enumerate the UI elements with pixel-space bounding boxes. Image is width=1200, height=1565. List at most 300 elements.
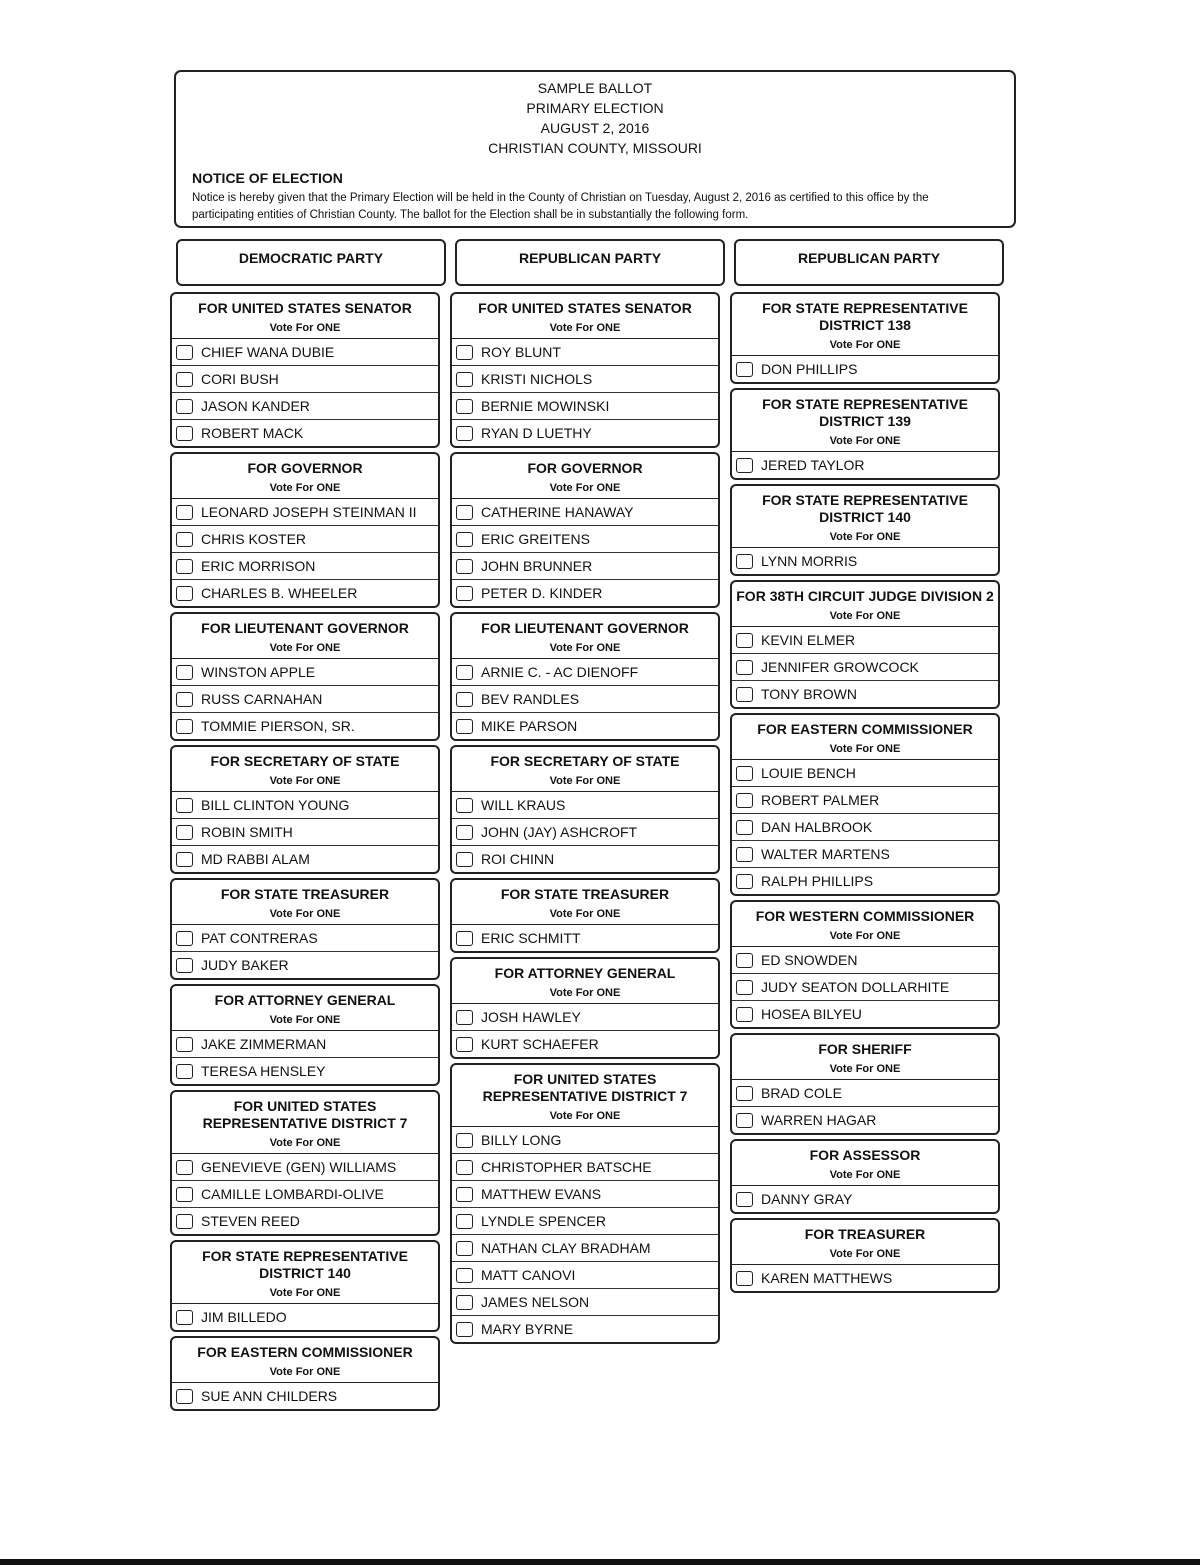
candidate-name: WINSTON APPLE [201,664,316,680]
candidate-row[interactable] [732,868,998,894]
vote-instruction: Vote For ONE [269,1014,341,1026]
candidate-row[interactable] [732,841,998,868]
candidate-row[interactable] [452,1004,718,1031]
candidate-row[interactable] [452,1031,718,1057]
checkbox-icon[interactable] [176,1037,193,1052]
candidate-name: JAKE ZIMMERMAN [201,1036,327,1052]
candidate-row[interactable] [172,1031,438,1058]
candidate-row[interactable] [452,1289,718,1316]
candidate-name: RALPH PHILLIPS [761,873,874,889]
contest-title: FOR WESTERN COMMISSIONER [755,908,975,924]
checkbox-icon[interactable] [456,692,473,707]
vote-instruction: Vote For ONE [269,1287,341,1299]
candidate-row[interactable] [172,925,438,952]
candidate-name: TONY BROWN [761,686,857,702]
candidate-name: BILL CLINTON YOUNG [201,797,350,813]
contest [730,388,1000,480]
candidate-name: JASON KANDER [201,398,310,414]
vote-instruction: Vote For ONE [269,1137,341,1149]
checkbox-icon[interactable] [736,847,753,862]
candidate-row[interactable] [732,947,998,974]
notice-heading: NOTICE OF ELECTION [192,170,343,186]
candidate-name: LYNN MORRIS [761,553,858,569]
checkbox-icon[interactable] [176,1310,193,1325]
candidate-row[interactable] [452,1208,718,1235]
candidate-row[interactable] [452,819,718,846]
candidate-name: WALTER MARTENS [761,846,890,862]
candidate-row[interactable] [172,846,438,872]
contest-title: FOR LIEUTENANT GOVERNOR [201,620,409,636]
candidate-name: DON PHILLIPS [761,361,858,377]
candidate-name: CHIEF WANA DUBIE [201,344,335,360]
checkbox-icon[interactable] [176,399,193,414]
checkbox-icon[interactable] [736,633,753,648]
vote-instruction: Vote For ONE [269,642,341,654]
candidate-name: KRISTI NICHOLS [481,371,593,387]
candidate-row[interactable] [732,1265,998,1291]
democratic-column [170,292,440,1415]
checkbox-icon[interactable] [456,852,473,867]
checkbox-icon[interactable] [736,874,753,889]
candidate-row[interactable] [172,1383,438,1409]
checkbox-icon[interactable] [456,399,473,414]
checkbox-icon[interactable] [736,362,753,377]
candidate-name: STEVEN REED [201,1213,300,1229]
candidate-name: CATHERINE HANAWAY [481,504,634,520]
checkbox-icon[interactable] [176,1160,193,1175]
candidate-name: ROBIN SMITH [201,824,293,840]
contest-title: FOR SECRETARY OF STATE [490,753,680,769]
contest-title: FOR GOVERNOR [247,460,363,476]
candidate-name: RUSS CARNAHAN [201,691,323,707]
contest-header [732,390,998,452]
checkbox-icon[interactable] [176,372,193,387]
candidate-name: KEVIN ELMER [761,632,856,648]
candidate-name: ARNIE C. - AC DIENOFF [481,664,639,680]
candidate-name: CORI BUSH [201,371,279,387]
candidate-row[interactable] [732,814,998,841]
contest-title: FOR SHERIFF [818,1041,912,1057]
candidate-row[interactable] [172,420,438,446]
contest-title: FOR TREASURER [804,1226,926,1242]
candidate-name: WARREN HAGAR [761,1112,877,1128]
candidate-row[interactable] [452,526,718,553]
candidate-name: ERIC SCHMITT [481,930,581,946]
checkbox-icon[interactable] [736,458,753,473]
checkbox-icon[interactable] [456,345,473,360]
checkbox-icon[interactable] [456,1187,473,1202]
candidate-name: NATHAN CLAY BRADHAM [481,1240,651,1256]
checkbox-icon[interactable] [736,953,753,968]
candidate-row[interactable] [172,686,438,713]
candidate-name: JIM BILLEDO [201,1309,287,1325]
candidate-row[interactable] [732,627,998,654]
checkbox-icon[interactable] [176,852,193,867]
contest-header [732,1220,998,1265]
candidate-name: PETER D. KINDER [481,585,603,601]
checkbox-icon[interactable] [456,1322,473,1337]
checkbox-icon[interactable] [736,554,753,569]
candidate-name: WILL KRAUS [481,797,566,813]
candidate-row[interactable] [452,686,718,713]
contest-header [172,1338,438,1383]
checkbox-icon[interactable] [176,719,193,734]
candidate-name: JAMES NELSON [481,1294,590,1310]
contest [450,878,720,953]
contest-header [452,294,718,339]
candidate-row[interactable] [172,1304,438,1330]
contest-title: FOR GOVERNOR [527,460,643,476]
checkbox-icon[interactable] [456,931,473,946]
vote-instruction: Vote For ONE [829,743,901,755]
candidate-row[interactable] [452,792,718,819]
contest [450,292,720,448]
contest-title: FOR ASSESSOR [809,1147,921,1163]
candidate-name: LYNDLE SPENCER [481,1213,607,1229]
candidate-name: KURT SCHAEFER [481,1036,599,1052]
checkbox-icon[interactable] [176,1389,193,1404]
candidate-row[interactable] [172,1154,438,1181]
vote-instruction: Vote For ONE [829,339,901,351]
candidate-name: LEONARD JOSEPH STEINMAN II [201,504,417,520]
candidate-name: ROBERT PALMER [761,792,880,808]
ballot-title-line: PRIMARY ELECTION [526,100,664,116]
contest [170,1090,440,1236]
checkbox-icon[interactable] [736,660,753,675]
vote-instruction: Vote For ONE [269,322,341,334]
candidate-row[interactable] [172,1181,438,1208]
checkbox-icon[interactable] [176,559,193,574]
candidate-name: MARY BYRNE [481,1321,574,1337]
candidate-name: CHARLES B. WHEELER [201,585,358,601]
checkbox-icon[interactable] [736,1192,753,1207]
checkbox-icon[interactable] [736,687,753,702]
checkbox-icon[interactable] [736,980,753,995]
vote-instruction: Vote For ONE [549,908,621,920]
checkbox-icon[interactable] [176,532,193,547]
checkbox-icon[interactable] [456,372,473,387]
contest-header [452,454,718,499]
candidate-name: BRAD COLE [761,1085,842,1101]
contest-title: FOR STATE TREASURER [500,886,670,902]
contest-title: FOR LIEUTENANT GOVERNOR [481,620,689,636]
vote-instruction: Vote For ONE [549,775,621,787]
checkbox-icon[interactable] [456,719,473,734]
contest-header [452,1065,718,1127]
contest-header [732,902,998,947]
checkbox-icon[interactable] [736,793,753,808]
contest-title: FOR ATTORNEY GENERAL [494,965,676,981]
candidate-row[interactable] [732,452,998,478]
checkbox-icon[interactable] [456,825,473,840]
checkbox-icon[interactable] [176,426,193,441]
contest [450,612,720,741]
contest-header [452,614,718,659]
contest [170,452,440,608]
candidate-name: JOHN (JAY) ASHCROFT [481,824,638,840]
vote-instruction: Vote For ONE [829,435,901,447]
contest [730,1218,1000,1293]
republican-column [450,292,720,1348]
vote-instruction: Vote For ONE [549,1110,621,1122]
candidate-name: MD RABBI ALAM [201,851,310,867]
candidate-name: RYAN D LUETHY [481,425,592,441]
checkbox-icon[interactable] [176,345,193,360]
page-bottom-rule [0,1559,1200,1565]
contest [730,1139,1000,1214]
party-header-republican-2: REPUBLICAN PARTY [734,239,1004,286]
checkbox-icon[interactable] [176,1214,193,1229]
ballot-header [174,70,1016,228]
candidate-row[interactable] [732,681,998,707]
candidate-row[interactable] [452,420,718,446]
candidate-name: GENEVIEVE (GEN) WILLIAMS [201,1159,397,1175]
contest-header [732,715,998,760]
contest-title: FOR UNITED STATES SENATOR [478,300,692,316]
contest [730,484,1000,576]
vote-instruction: Vote For ONE [549,642,621,654]
candidate-name: JERED TAYLOR [761,457,865,473]
candidate-row[interactable] [732,548,998,574]
checkbox-icon[interactable] [456,1295,473,1310]
contest-header [172,747,438,792]
notice-text: Notice is hereby given that the Primary Election will be held in the County of Christian on Tuesday, August 2, 2016 as certified to this office by the participating entities of Christian County. The ballot for the Election shall be in substantially the following form. [192,192,929,221]
republican-column-2 [730,292,1000,1297]
candidate-name: CHRISTOPHER BATSCHE [481,1159,652,1175]
candidate-row[interactable] [452,1316,718,1342]
contest [170,984,440,1086]
contest-header [452,880,718,925]
contest-header [732,294,998,356]
checkbox-icon[interactable] [736,1086,753,1101]
vote-instruction: Vote For ONE [829,1063,901,1075]
contest-header [732,486,998,548]
contest-header [172,880,438,925]
candidate-row[interactable] [452,580,718,606]
contest [170,878,440,980]
candidate-row[interactable] [452,1127,718,1154]
contest-title: FOR STATE TREASURER [220,886,390,902]
candidate-name: HOSEA BILYEU [761,1006,862,1022]
candidate-row[interactable] [172,659,438,686]
contest-title: FOR EASTERN COMMISSIONER [757,721,973,737]
checkbox-icon[interactable] [736,1007,753,1022]
vote-instruction: Vote For ONE [829,1169,901,1181]
candidate-name: TERESA HENSLEY [201,1063,326,1079]
checkbox-icon[interactable] [456,665,473,680]
candidate-row[interactable] [732,356,998,382]
candidate-row[interactable] [732,654,998,681]
checkbox-icon[interactable] [456,1010,473,1025]
candidate-row[interactable] [172,1208,438,1234]
candidate-row[interactable] [172,1058,438,1084]
checkbox-icon[interactable] [176,931,193,946]
ballot-title-line: AUGUST 2, 2016 [540,120,650,136]
candidate-row[interactable] [452,713,718,739]
vote-instruction: Vote For ONE [549,482,621,494]
candidate-name: SUE ANN CHILDERS [201,1388,338,1404]
checkbox-icon[interactable] [736,766,753,781]
checkbox-icon[interactable] [456,532,473,547]
checkbox-icon[interactable] [176,1187,193,1202]
vote-instruction: Vote For ONE [269,908,341,920]
candidate-row[interactable] [452,366,718,393]
candidate-row[interactable] [732,974,998,1001]
candidate-row[interactable] [732,787,998,814]
candidate-row[interactable] [452,1154,718,1181]
candidate-name: PAT CONTRERAS [201,930,318,946]
contest-title: FOR EASTERN COMMISSIONER [197,1344,413,1360]
candidate-row[interactable] [452,553,718,580]
candidate-name: ROY BLUNT [481,344,561,360]
contest-header [172,294,438,339]
candidate-row[interactable] [452,499,718,526]
candidate-name: ERIC GREITENS [481,531,590,547]
party-header-republican: REPUBLICAN PARTY [455,239,725,286]
checkbox-icon[interactable] [456,559,473,574]
candidate-row[interactable] [452,659,718,686]
candidate-name: BERNIE MOWINSKI [481,398,610,414]
candidate-name: DAN HALBROOK [761,819,873,835]
contest [170,745,440,874]
checkbox-icon[interactable] [736,1271,753,1286]
candidate-name: CAMILLE LOMBARDI-OLIVE [201,1186,384,1202]
checkbox-icon[interactable] [176,505,193,520]
candidate-row[interactable] [452,393,718,420]
candidate-row[interactable] [732,1001,998,1027]
candidate-row[interactable] [452,1181,718,1208]
candidate-row[interactable] [732,1186,998,1212]
contest-header [732,1035,998,1080]
candidate-row[interactable] [172,580,438,606]
candidate-row[interactable] [172,553,438,580]
candidate-row[interactable] [452,1235,718,1262]
contest-title: FOR STATE REPRESENTATIVE DISTRICT 139 [762,396,968,429]
candidate-row[interactable] [172,339,438,366]
checkbox-icon[interactable] [456,1133,473,1148]
candidate-row[interactable] [172,526,438,553]
contest-title: FOR UNITED STATES REPRESENTATIVE DISTRICT 7 [202,1098,408,1131]
checkbox-icon[interactable] [176,825,193,840]
candidate-name: JUDY BAKER [201,957,289,973]
candidate-name: BEV RANDLES [481,691,580,707]
checkbox-icon[interactable] [456,1037,473,1052]
contest [170,1336,440,1411]
candidate-row[interactable] [452,846,718,872]
checkbox-icon[interactable] [456,798,473,813]
candidate-name: ROBERT MACK [201,425,304,441]
candidate-name: ED SNOWDEN [761,952,858,968]
candidate-name: ERIC MORRISON [201,558,316,574]
contest-header [732,1141,998,1186]
checkbox-icon[interactable] [456,1268,473,1283]
candidate-row[interactable] [732,1107,998,1133]
vote-instruction: Vote For ONE [269,482,341,494]
party-header-democratic: DEMOCRATIC PARTY [176,239,446,286]
checkbox-icon[interactable] [736,820,753,835]
candidate-name: KAREN MATTHEWS [761,1270,893,1286]
contest [730,900,1000,1029]
candidate-row[interactable] [172,952,438,978]
checkbox-icon[interactable] [176,958,193,973]
candidate-name: JUDY SEATON DOLLARHITE [761,979,950,995]
vote-instruction: Vote For ONE [549,322,621,334]
contest [730,1033,1000,1135]
contest-title: FOR UNITED STATES SENATOR [198,300,412,316]
contest-title: FOR ATTORNEY GENERAL [214,992,396,1008]
contest-header [172,454,438,499]
checkbox-icon[interactable] [176,798,193,813]
candidate-name: MATT CANOVI [481,1267,576,1283]
checkbox-icon[interactable] [456,1241,473,1256]
contest [450,957,720,1059]
contest-title: FOR STATE REPRESENTATIVE DISTRICT 140 [202,1248,408,1281]
checkbox-icon[interactable] [736,1113,753,1128]
vote-instruction: Vote For ONE [829,610,901,622]
vote-instruction: Vote For ONE [829,531,901,543]
contest-header [732,582,998,627]
contest-header [172,1242,438,1304]
contest-header [172,614,438,659]
candidate-row[interactable] [172,499,438,526]
contest [450,1063,720,1344]
contest-header [452,959,718,1004]
vote-instruction: Vote For ONE [829,1248,901,1260]
candidate-row[interactable] [172,366,438,393]
contest-title: FOR STATE REPRESENTATIVE DISTRICT 138 [762,300,968,333]
candidate-row[interactable] [452,339,718,366]
vote-instruction: Vote For ONE [549,987,621,999]
candidate-row[interactable] [172,819,438,846]
contest-title: FOR 38TH CIRCUIT JUDGE DIVISION 2 [736,588,994,604]
contest-header [172,1092,438,1154]
candidate-name: JENNIFER GROWCOCK [761,659,919,675]
contest [450,745,720,874]
candidate-name: MATTHEW EVANS [481,1186,602,1202]
candidate-name: BILLY LONG [481,1132,562,1148]
checkbox-icon[interactable] [456,1160,473,1175]
ballot-title-line: SAMPLE BALLOT [537,80,653,96]
contest [730,292,1000,384]
checkbox-icon[interactable] [456,505,473,520]
contest [170,612,440,741]
candidate-row[interactable] [172,713,438,739]
checkbox-icon[interactable] [456,586,473,601]
checkbox-icon[interactable] [176,665,193,680]
checkbox-icon[interactable] [456,1214,473,1229]
candidate-row[interactable] [452,925,718,951]
contest [450,452,720,608]
candidate-name: LOUIE BENCH [761,765,856,781]
checkbox-icon[interactable] [176,692,193,707]
contest-header [452,747,718,792]
contest [170,1240,440,1332]
candidate-row[interactable] [172,393,438,420]
checkbox-icon[interactable] [176,1064,193,1079]
candidate-row[interactable] [172,792,438,819]
vote-instruction: Vote For ONE [829,930,901,942]
candidate-name: JOSH HAWLEY [481,1009,581,1025]
candidate-name: DANNY GRAY [761,1191,853,1207]
candidate-name: TOMMIE PIERSON, SR. [201,718,355,734]
checkbox-icon[interactable] [176,586,193,601]
vote-instruction: Vote For ONE [269,775,341,787]
candidate-row[interactable] [452,1262,718,1289]
contest-title: FOR UNITED STATES REPRESENTATIVE DISTRICT 7 [482,1071,688,1104]
candidate-row[interactable] [732,1080,998,1107]
candidate-row[interactable] [732,760,998,787]
checkbox-icon[interactable] [456,426,473,441]
